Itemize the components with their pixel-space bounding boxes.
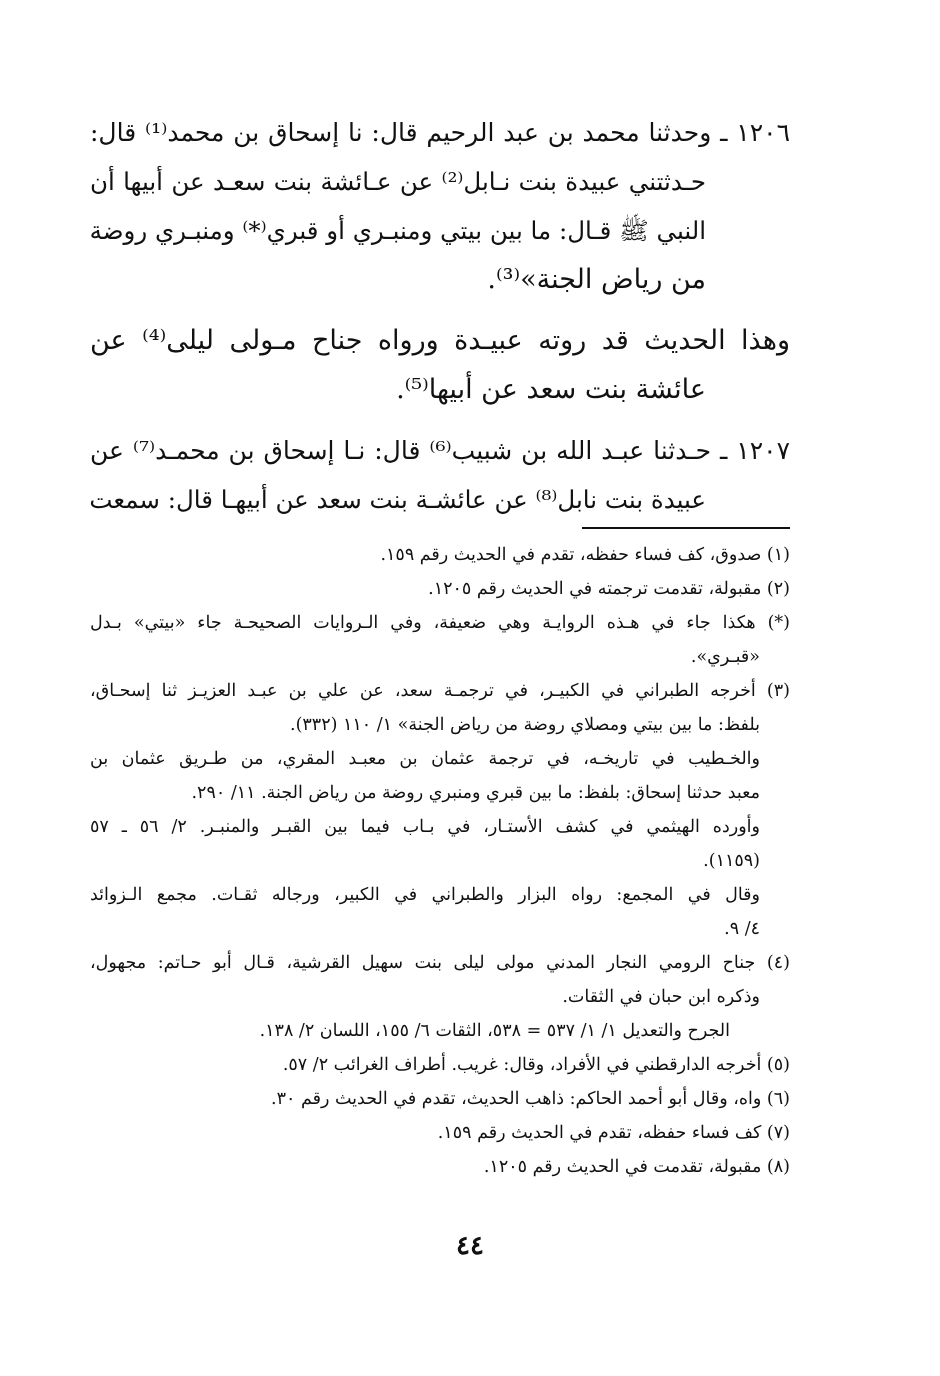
main-text [90, 108, 790, 524]
footnote-line: (٣) أخرجه الطبراني في الكبيـر، في ترجمـة سعد، عن علي بن عبـد العزيـز ثنا إسحـاق، [90, 681, 790, 701]
footnote-line: (١) صدوق، كف فساء حفظه، تقدم في الحديث رقم ١٥٩. [380, 545, 790, 565]
text-line: وهذا الحديث قد روته عبيـدة ورواه جناح مـولى ليلى⁽⁴⁾ عن [90, 325, 790, 356]
footnote-line: الجرح والتعديل ١/ ١/ ٥٣٧ = ٥٣٨، الثقات ٦/ ١٥٥، اللسان ٢/ ١٣٨. [259, 1021, 730, 1041]
footnote-line: (٢) مقبولة، تقدمت ترجمته في الحديث رقم ١٢٠٥. [428, 579, 790, 599]
footnote-line: (٤) جناح الرومي النجار المدني مولى ليلى بنت سهيل القرشية، قـال أبو حـاتم: مجهول، [90, 953, 790, 973]
page-number: ٤٤ [456, 1231, 484, 1261]
footnote-line: (٧) كف فساء حفظه، تقدم في الحديث رقم ١٥٩. [437, 1123, 790, 1143]
text-line: عائشة بنت سعد عن أبيها⁽⁵⁾. [396, 374, 706, 405]
text-line: ١٢٠٧ ـ حـدثنا عبـد الله بن شبيب⁽⁶⁾ قال: نـا إسحاق بن محمـد⁽⁷⁾ عن [90, 436, 790, 465]
footnote-line: (٥) أخرجه الدارقطني في الأفراد، وقال: غريب. أطراف الغرائب ٢/ ٥٧. [282, 1055, 790, 1075]
footnote-line: (٨) مقبولة، تقدمت في الحديث رقم ١٢٠٥. [483, 1157, 790, 1177]
footnote-line: (*) هكذا جاء في هـذه الروايـة وهي ضعيفة، وفي الـروايات الصحيحـة جاء «بيتي» بـدل [90, 613, 790, 633]
footnote-line: وأورده الهيثمي في كشف الأستـار، في بـاب فيما بين القبـر والمنبـر. ٢/ ٥٦ ـ ٥٧ [90, 817, 760, 837]
text-line: حـدثتني عبيدة بنت نـابل⁽²⁾ عن عـائشة بنت سعـد عن أبيها أن [90, 167, 707, 196]
footnote-line: وذكره ابن حبان في الثقات. [562, 987, 760, 1007]
footnote-line: (١١٥٩). [703, 851, 760, 871]
footnote-line: ٤/ ٩. [724, 919, 760, 939]
footnote-line: والخـطيب في تاريخـه، في ترجمة عثمان بن معبـد المقري، من طـريق عثمان بن [90, 749, 760, 769]
text-line: عبيدة بنت نابل⁽⁸⁾ عن عائشـة بنت سعد عن أبيهـا قال: سمعت [89, 485, 706, 514]
footnotes [90, 538, 790, 1184]
footnote-line: وقال في المجمع: رواه البزار والطبراني في الكبير، ورجاله ثقـات. مجمع الـزوائد [90, 885, 760, 905]
footnote-line: بلفظ: ما بين بيتي ومصلاي روضة من رياض الجنة» ١/ ١١٠ (٣٣٢). [290, 715, 760, 735]
text-line: النبي ﷺ قـال: ما بين بيتي ومنبـري أو قبري⁽*⁾ ومنبـري روضة [89, 216, 706, 245]
footnote-line: (٦) واه، وقال أبو أحمد الحاكم: ذاهب الحديث، تقدم في الحديث رقم ٣٠. [271, 1089, 790, 1109]
footnote-separator [582, 527, 790, 529]
footnote-line: «قبـري». [690, 647, 760, 667]
text-line: ١٢٠٦ ـ وحدثنا محمد بن عبد الرحيم قال: نا إسحاق بن محمد⁽¹⁾ قال: [90, 118, 791, 147]
footnote-line: معبد حدثنا إسحاق: بلفظ: ما بين قبري ومنبري روضة من رياض الجنة. ١١/ ٢٩٠. [191, 783, 760, 803]
text-line: من رياض الجنة»⁽³⁾. [487, 264, 706, 295]
